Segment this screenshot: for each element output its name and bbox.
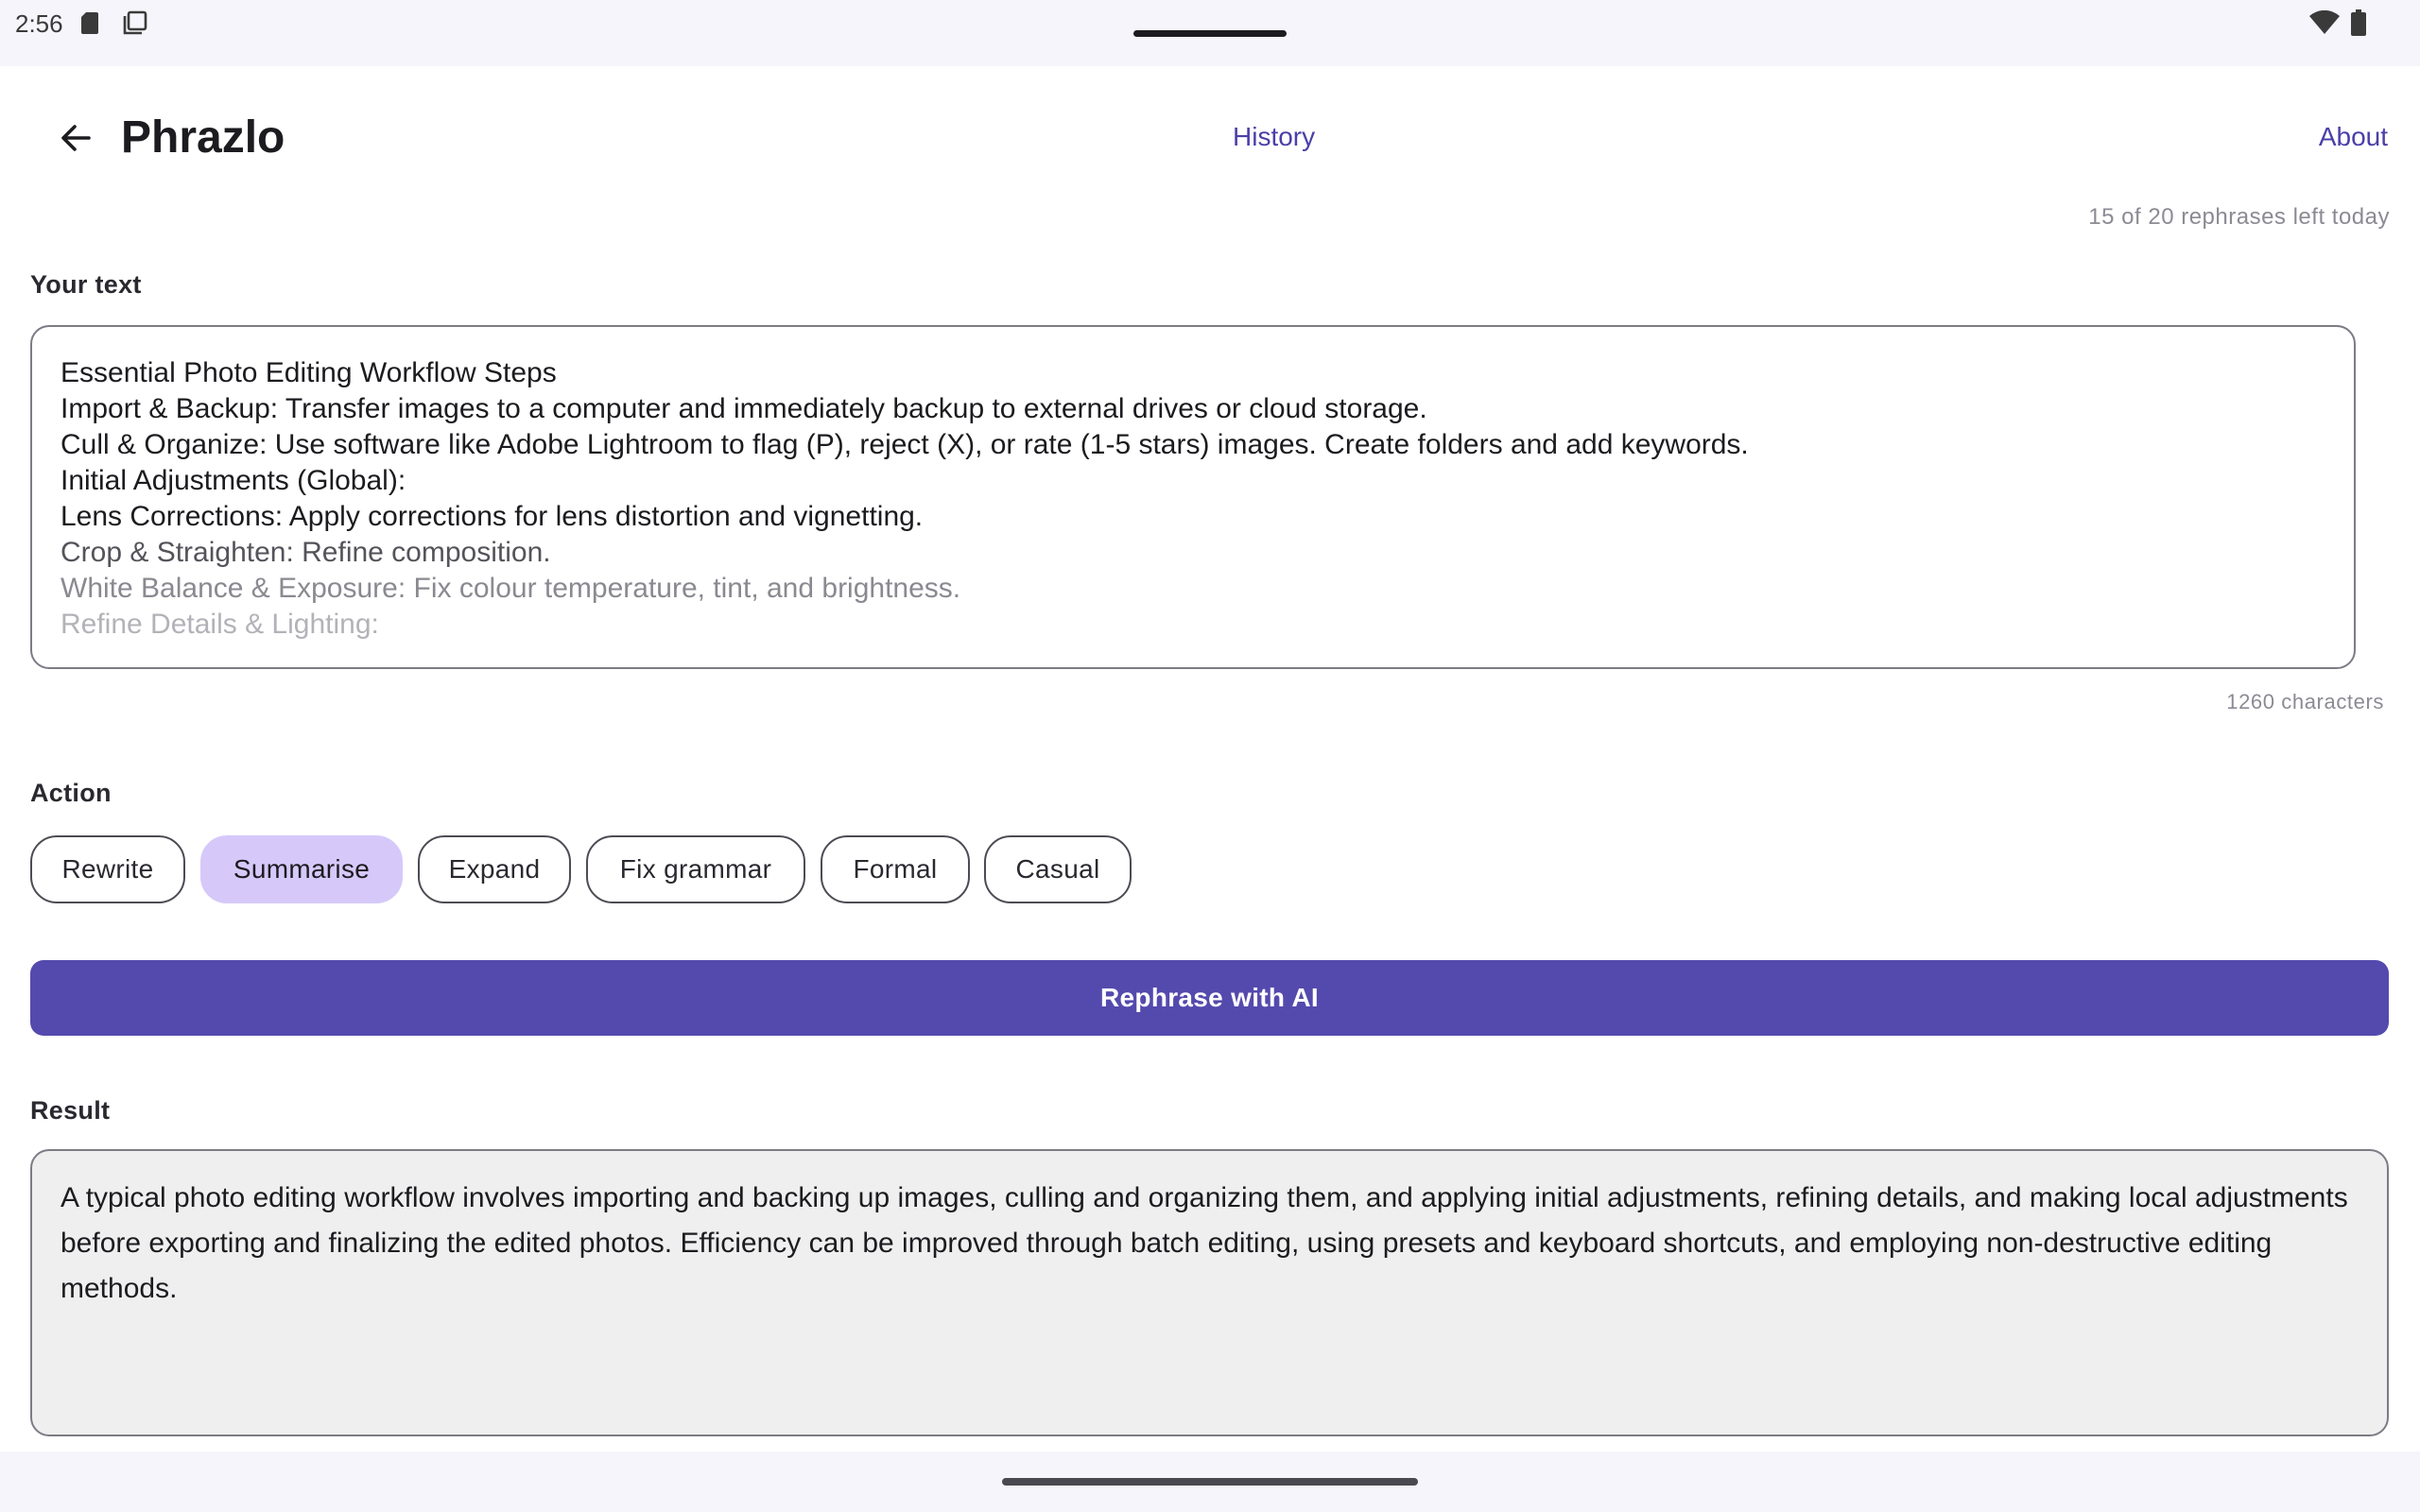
text-line: Cull & Organize: Use software like Adobe Lightroom to flag (P), reject (X), or rate (1-5 stars) images. Create folders and add keywords. [60,429,1749,460]
text-line: Refine Details & Lighting: [60,609,379,640]
rephrase-button[interactable]: Rephrase with AI [30,960,2389,1036]
sd-card-icon [81,11,98,34]
character-count: 1260 characters [2226,690,2384,713]
chip-fix-grammar[interactable]: Fix grammar [586,835,805,903]
status-bar [0,0,2420,66]
clipboard-icon [123,10,147,35]
text-line: Import & Backup: Transfer images to a computer and immediately backup to external drives or cloud storage. [60,393,1427,424]
your-text-label: Your text [30,270,142,299]
result-label: Result [30,1096,111,1125]
result-output[interactable]: A typical photo editing workflow involves importing and backing up images, culling and organizing them, and applying initial adjustments, refining details, and making local adjustments before exporting and finalizing the edited photos. Efficiency can be improved through batch editing, using presets and keyboard shortcuts, and employing non-destructive editing methods. [30,1149,2389,1436]
battery-icon [2351,9,2366,36]
text-input[interactable] [30,325,2356,669]
text-line: Initial Adjustments (Global): [60,465,406,496]
home-handle[interactable] [1002,1478,1418,1486]
action-label: Action [30,779,112,807]
text-line: Lens Corrections: Apply corrections for lens distortion and vignetting. [60,501,924,532]
status-time: 2:56 [15,9,63,38]
text-line: White Balance & Exposure: Fix colour temperature, tint, and brightness. [60,573,961,604]
quota-text: 15 of 20 rephrases left today [2088,204,2390,230]
history-link[interactable]: History [1233,122,1316,151]
app-surface [0,66,2420,1452]
chip-casual[interactable]: Casual [984,835,1132,903]
about-link[interactable]: About [2318,122,2388,151]
camera-pill [1133,30,1287,37]
app-title: Phrazlo [121,112,285,163]
chip-expand[interactable]: Expand [418,835,571,903]
chip-formal[interactable]: Formal [821,835,970,903]
chip-rewrite[interactable]: Rewrite [30,835,185,903]
navigation-bar [0,1452,2420,1512]
text-line: Essential Photo Editing Workflow Steps [60,357,557,388]
wifi-icon [2309,10,2340,35]
text-line: Crop & Straighten: Refine composition. [60,537,551,568]
chip-summarise[interactable]: Summarise [200,835,403,903]
back-button[interactable] [42,104,110,172]
arrow-back-icon [57,119,95,157]
